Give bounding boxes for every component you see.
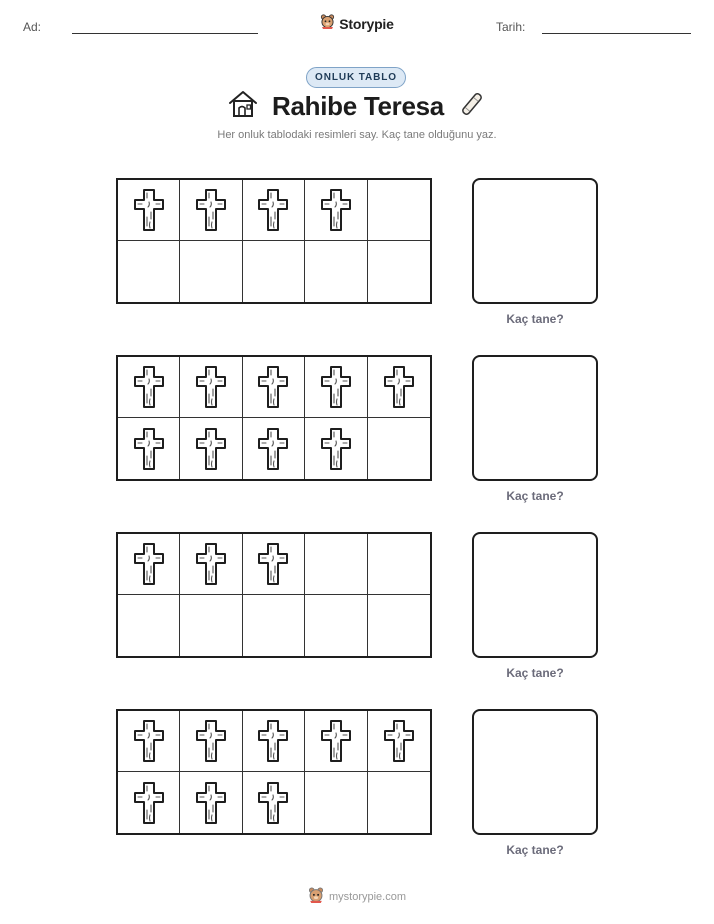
ten-frame-cell: [243, 180, 305, 241]
ten-frame-cell: [243, 772, 305, 833]
ten-frame-cell: [118, 180, 180, 241]
wooden-cross-icon: [320, 427, 352, 471]
ten-frame-cell: [243, 241, 305, 302]
answer-box[interactable]: [472, 178, 598, 304]
ten-frame-cell: [243, 595, 305, 656]
brand: [0, 13, 714, 34]
wooden-cross-icon: [195, 719, 227, 763]
instructions: Her onluk tablodaki resimleri say. Kaç tane olduğunu yaz.: [217, 129, 497, 141]
ten-frame-cell: [305, 180, 367, 241]
answer-box[interactable]: [472, 355, 598, 481]
wooden-cross-icon: [133, 365, 165, 409]
wooden-cross-icon: [195, 542, 227, 586]
ten-frame-cell: [180, 357, 242, 418]
ten-frame-cell: [368, 418, 430, 479]
ten-frame-cell: [180, 772, 242, 833]
wooden-cross-icon: [257, 781, 289, 825]
answer-question-label: Kaç tane?: [506, 312, 564, 326]
wooden-cross-icon: [320, 365, 352, 409]
ten-frame-cell: [305, 241, 367, 302]
storypie-logo-icon: [308, 886, 324, 908]
ten-frame-cell: [118, 595, 180, 656]
ten-frame: [116, 178, 432, 304]
wooden-cross-icon: [257, 365, 289, 409]
wooden-cross-icon: [195, 427, 227, 471]
wooden-cross-icon: [257, 542, 289, 586]
ten-frame-cell: [305, 772, 367, 833]
ten-frame-cell: [180, 180, 242, 241]
ten-frame-cell: [305, 357, 367, 418]
answer-question-label: Kaç tane?: [506, 843, 564, 857]
ten-frame-cell: [305, 534, 367, 595]
wooden-cross-icon: [383, 365, 415, 409]
storypie-logo-icon: [320, 13, 335, 34]
page-title: Rahibe Teresa: [272, 91, 444, 121]
ten-frame-cell: [118, 534, 180, 595]
ten-frame-cell: [368, 357, 430, 418]
ten-frame-cell: [180, 418, 242, 479]
wooden-cross-icon: [257, 719, 289, 763]
footer: [0, 886, 714, 908]
worksheet-type-badge: ONLUK TABLO: [306, 67, 406, 88]
ten-frame-cell: [368, 772, 430, 833]
wooden-cross-icon: [133, 542, 165, 586]
ten-frame-cell: [180, 534, 242, 595]
wooden-cross-icon: [383, 719, 415, 763]
ten-frame-cell: [118, 418, 180, 479]
ten-frame: [116, 355, 432, 481]
ten-frame-cell: [243, 418, 305, 479]
ten-frame-cell: [243, 534, 305, 595]
wooden-cross-icon: [320, 719, 352, 763]
ten-frame-cell: [180, 241, 242, 302]
wooden-cross-icon: [133, 719, 165, 763]
ten-frame-cell: [368, 595, 430, 656]
ten-frame-cell: [118, 772, 180, 833]
wooden-cross-icon: [195, 781, 227, 825]
ten-frame: [116, 709, 432, 835]
footer-url: mystorypie.com: [328, 891, 407, 903]
ten-frame-cell: [180, 595, 242, 656]
answer-question-label: Kaç tane?: [506, 489, 564, 503]
house-icon: [228, 90, 258, 123]
wooden-cross-icon: [133, 781, 165, 825]
ten-frame-cell: [118, 357, 180, 418]
wooden-cross-icon: [257, 427, 289, 471]
wooden-cross-icon: [195, 188, 227, 232]
ten-frame-cell: [305, 595, 367, 656]
brand-name: Storypie: [339, 15, 394, 32]
ten-frame-cell: [118, 241, 180, 302]
ten-frame-cell: [305, 711, 367, 772]
chalk-icon: [458, 90, 486, 123]
ten-frame: [116, 532, 432, 658]
wooden-cross-icon: [257, 188, 289, 232]
date-label: Tarih:: [496, 20, 526, 34]
ten-frame-cell: [243, 357, 305, 418]
title-row: [0, 90, 714, 123]
wooden-cross-icon: [320, 188, 352, 232]
ten-frame-cell: [243, 711, 305, 772]
wooden-cross-icon: [133, 188, 165, 232]
ten-frame-cell: [368, 180, 430, 241]
ten-frame-cell: [180, 711, 242, 772]
date-line[interactable]: [542, 33, 691, 34]
ten-frame-cell: [368, 711, 430, 772]
ten-frame-cell: [305, 418, 367, 479]
name-label: Ad:: [23, 20, 42, 34]
answer-box[interactable]: [472, 532, 598, 658]
answer-box[interactable]: [472, 709, 598, 835]
wooden-cross-icon: [195, 365, 227, 409]
ten-frame-cell: [118, 711, 180, 772]
wooden-cross-icon: [133, 427, 165, 471]
ten-frame-cell: [368, 534, 430, 595]
answer-question-label: Kaç tane?: [506, 666, 564, 680]
ten-frame-cell: [368, 241, 430, 302]
